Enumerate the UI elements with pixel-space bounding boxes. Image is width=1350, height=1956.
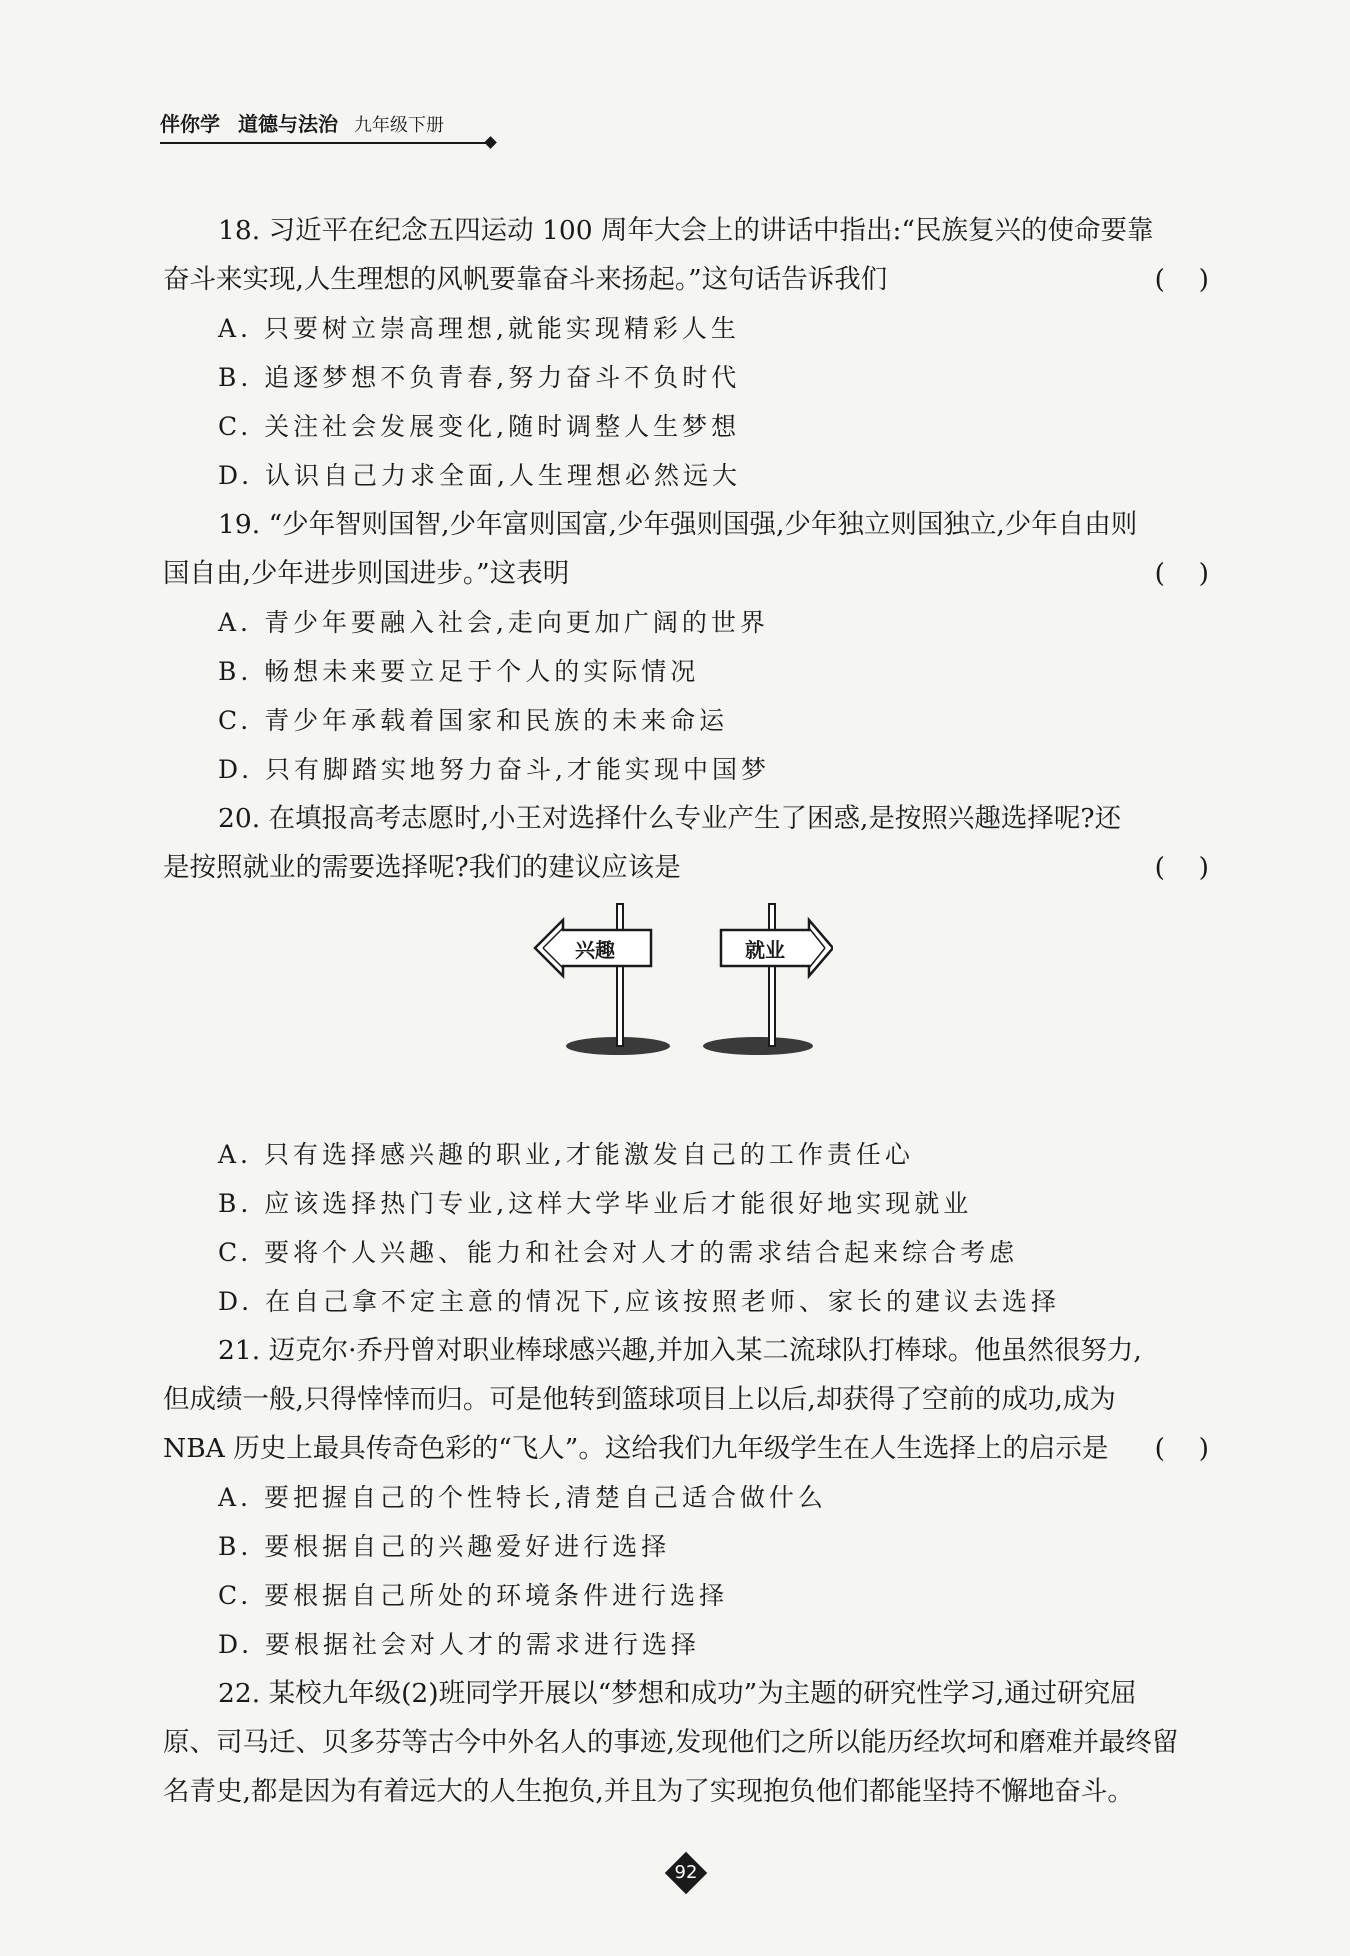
question-stem: 奋斗来实现,人生理想的风帆要靠奋斗来扬起。”这句话告诉我们 ( ): [163, 255, 1213, 304]
question-stem: 18. 习近平在纪念五四运动 100 周年大会上的讲话中指出:“民族复兴的使命要靠: [218, 215, 1154, 246]
question-stem: 名青史,都是因为有着远大的人生抱负,并且为了实现抱负他们都能坚持不懈地奋斗。: [163, 1776, 1134, 1807]
page-number: [665, 1852, 707, 1894]
option-b: B. 要根据自己的兴趣爱好进行选择: [218, 1532, 671, 1561]
question-stem: 原、司马迁、贝多芬等古今中外名人的事迹,发现他们之所以能历经坎坷和磨难并最终留: [163, 1727, 1179, 1758]
subject-name: 道德与法治: [238, 112, 338, 136]
right-ground-shadow: [703, 1037, 813, 1055]
option-d: D. 要根据社会对人才的需求进行选择: [218, 1630, 701, 1659]
option-c: C. 要根据自己所处的环境条件进行选择: [218, 1581, 729, 1610]
header-diamond-icon: [484, 136, 497, 149]
right-sign-label: 就业: [745, 938, 785, 962]
option-b: B. 畅想未来要立足于个人的实际情况: [218, 657, 700, 686]
answer-bracket[interactable]: ( ): [1154, 1433, 1209, 1464]
series-name: 伴你学: [160, 112, 220, 136]
question-stem: 21. 迈克尔·乔丹曾对职业棒球感兴趣,并加入某二流球队打棒球。他虽然很努力,: [218, 1335, 1142, 1366]
header-rule: [160, 142, 488, 144]
left-post: [617, 904, 623, 1046]
left-sign-label: 兴趣: [575, 938, 615, 962]
answer-bracket[interactable]: ( ): [1154, 264, 1209, 295]
question-19: [163, 500, 1213, 794]
question-stem: 19. “少年智则国智,少年富则国富,少年强则国强,少年独立则国独立,少年自由则: [218, 509, 1138, 540]
option-a: A. 只要树立崇高理想,就能实现精彩人生: [218, 314, 740, 343]
option-a: A. 青少年要融入社会,走向更加广阔的世界: [218, 608, 769, 637]
signpost-svg: [533, 900, 833, 1060]
question-stem: 20. 在填报高考志愿时,小王对选择什么专业产生了困惑,是按照兴趣选择呢?还: [218, 803, 1122, 834]
page-number-label: 92: [674, 1862, 698, 1883]
option-b: B. 追逐梦想不负青春,努力奋斗不负时代: [218, 363, 741, 392]
option-a: A. 只有选择感兴趣的职业,才能激发自己的工作责任心: [218, 1140, 914, 1169]
answer-bracket[interactable]: ( ): [1154, 558, 1209, 589]
question-22: [163, 1669, 1213, 1816]
signpost-illustration: [163, 892, 1213, 1130]
question-18: [163, 206, 1213, 500]
right-post: [769, 904, 775, 1046]
answer-bracket[interactable]: ( ): [1154, 852, 1209, 883]
option-c: C. 关注社会发展变化,随时调整人生梦想: [218, 412, 741, 441]
question-stem: 国自由,少年进步则国进步。”这表明 ( ): [163, 549, 1213, 598]
option-d: D. 认识自己力求全面,人生理想必然远大: [218, 461, 741, 490]
option-c: C. 要将个人兴趣、能力和社会对人才的需求结合起来综合考虑: [218, 1238, 1019, 1267]
question-20: [163, 794, 1213, 1326]
question-stem: 但成绩一般,只得悻悻而归。可是他转到篮球项目上以后,却获得了空前的成功,成为: [163, 1384, 1116, 1415]
option-d: D. 只有脚踏实地努力奋斗,才能实现中国梦: [218, 755, 770, 784]
option-b: B. 应该选择热门专业,这样大学毕业后才能很好地实现就业: [218, 1189, 973, 1218]
question-stem: 22. 某校九年级(2)班同学开展以“梦想和成功”为主题的研究性学习,通过研究屈: [218, 1678, 1137, 1709]
option-c: C. 青少年承载着国家和民族的未来命运: [218, 706, 729, 735]
option-d: D. 在自己拿不定主意的情况下,应该按照老师、家长的建议去选择: [218, 1287, 1060, 1316]
question-stem: NBA 历史上最具传奇色彩的“飞人”。这给我们九年级学生在人生选择上的启示是 ( ): [163, 1424, 1213, 1473]
header-title: [160, 112, 444, 138]
question-21: [163, 1326, 1213, 1669]
running-header: [160, 112, 1210, 152]
option-a: A. 要把握自己的个性特长,清楚自己适合做什么: [218, 1483, 827, 1512]
question-list: [163, 206, 1213, 1816]
grade-label: 九年级下册: [354, 115, 444, 136]
question-stem: 是按照就业的需要选择呢?我们的建议应该是 ( ): [163, 843, 1213, 892]
